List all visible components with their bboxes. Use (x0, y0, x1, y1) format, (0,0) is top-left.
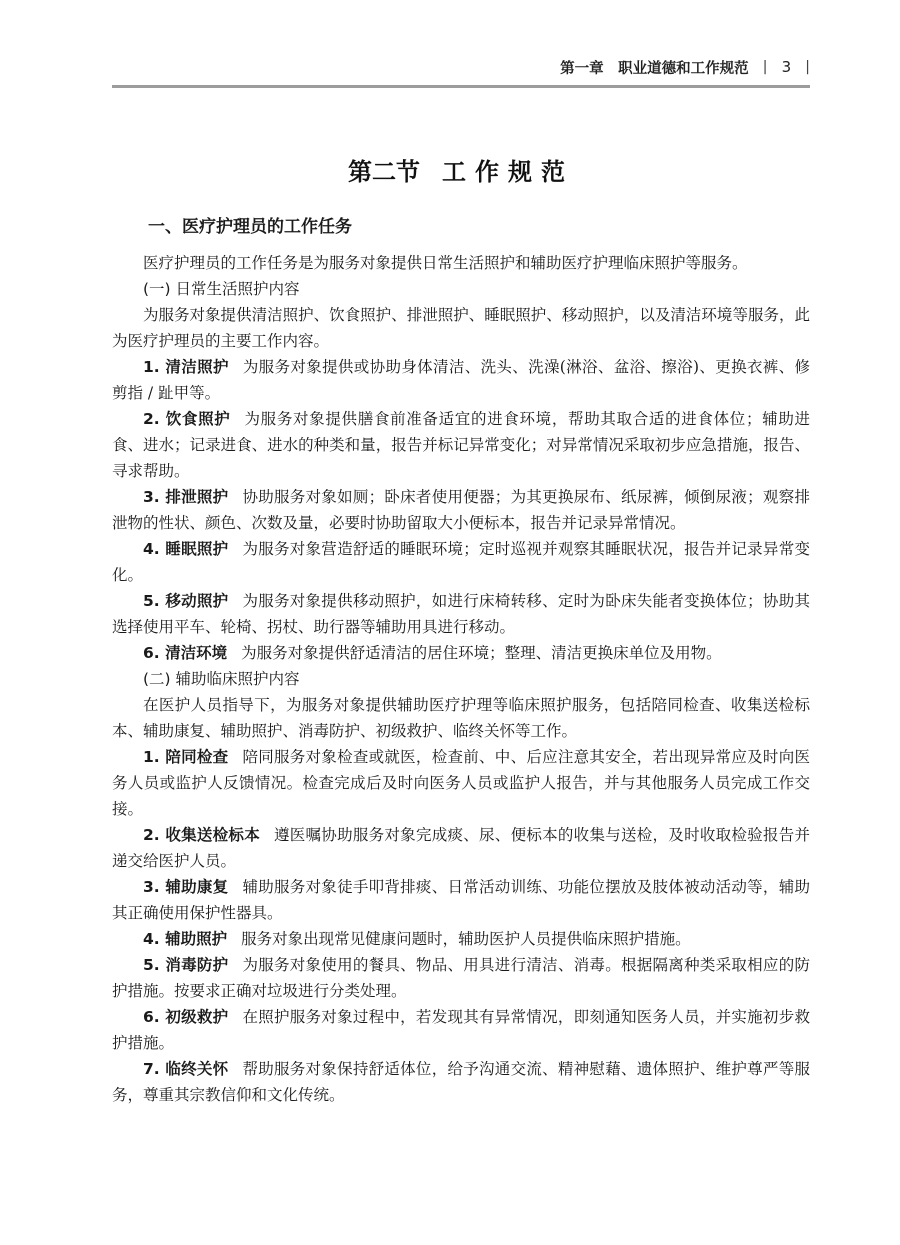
item-lead: 6. 初级救护 (143, 1008, 229, 1026)
section-label: 第二节 (348, 157, 420, 186)
chapter-title: 第一章 职业道德和工作规范 (560, 60, 749, 77)
header-separator: | (762, 59, 768, 75)
item-text: 为服务对象提供膳食前准备适宜的进食环境，帮助其取合适的进食体位；辅助进食、进水；记录进食、进水的种类和量，报告并标记异常变化；对异常情况采取初步应急措施，报告、寻求帮助。 (112, 410, 810, 480)
list-item (112, 640, 810, 666)
item-text: 为服务对象提供舒适清洁的居住环境；整理、清洁更换床单位及用物。 (241, 644, 722, 662)
item-lead: 6. 清洁环境 (143, 644, 228, 662)
subheading-daily-care: (一) 日常生活照护内容 (143, 280, 300, 298)
list-item (112, 952, 810, 1004)
daily-care-list (112, 354, 810, 666)
item-text: 为服务对象提供移动照护，如进行床椅转移、定时为卧床失能者变换体位；协助其选择使用平车、轮椅、拐杖、助行器等辅助用具进行移动。 (112, 592, 810, 636)
item-text: 为服务对象提供或协助身体清洁、洗头、洗澡(淋浴、盆浴、擦浴)、更换衣裤、修剪指 / 趾甲等。 (112, 358, 810, 402)
list-item (112, 354, 810, 406)
item-lead: 1. 陪同检查 (143, 748, 229, 766)
list-item (112, 874, 810, 926)
item-lead: 3. 辅助康复 (143, 878, 229, 896)
page-number: 3 (781, 58, 792, 76)
item-text: 辅助服务对象徒手叩背排痰、日常活动训练、功能位摆放及肢体被动活动等，辅助其正确使用保护性器具。 (112, 878, 810, 922)
list-item (112, 406, 810, 484)
item-text: 遵医嘱协助服务对象完成痰、尿、便标本的收集与送检，及时收取检验报告并递交给医护人员。 (112, 826, 810, 870)
section-title (112, 152, 810, 187)
page-body (112, 212, 810, 1108)
item-lead: 1. 清洁照护 (143, 358, 229, 376)
clinical-care-intro: 在医护人员指导下，为服务对象提供辅助医疗护理等临床照护服务，包括陪同检查、收集送检标本、辅助康复、辅助照护、消毒防护、初级救护、临终关怀等工作。 (112, 696, 810, 740)
item-lead: 3. 排泄照护 (143, 488, 229, 506)
item-lead: 2. 收集送检标本 (143, 826, 260, 844)
list-item (112, 822, 810, 874)
item-text: 陪同服务对象检查或就医，检查前、中、后应注意其安全，若出现异常应及时向医务人员或监护人反馈情况。检查完成后及时向医务人员或监护人报告，并与其他服务人员完成工作交接。 (112, 748, 810, 818)
item-lead: 5. 移动照护 (143, 592, 229, 610)
item-lead: 4. 辅助照护 (143, 930, 228, 948)
list-item (112, 588, 810, 640)
heading-work-tasks: 一、医疗护理员的工作任务 (148, 217, 352, 237)
list-item (112, 536, 810, 588)
item-text: 帮助服务对象保持舒适体位，给予沟通交流、精神慰藉、遗体照护、维护尊严等服务，尊重其宗教信仰和文化传统。 (112, 1060, 810, 1104)
item-text: 为服务对象营造舒适的睡眠环境；定时巡视并观察其睡眠状况，报告并记录异常变化。 (112, 540, 810, 584)
section-heading: 工作规范 (442, 157, 574, 186)
item-text: 在照护服务对象过程中，若发现其有异常情况，即刻通知医务人员，并实施初步救护措施。 (112, 1008, 810, 1052)
clinical-care-list (112, 744, 810, 1108)
item-text: 服务对象出现常见健康问题时，辅助医护人员提供临床照护措施。 (241, 930, 691, 948)
item-text: 协助服务对象如厕；卧床者使用便器；为其更换尿布、纸尿裤，倾倒尿液；观察排泄物的性状、颜色、次数及量，必要时协助留取大小便标本，报告并记录异常情况。 (112, 488, 810, 532)
subheading-clinical-care: (二) 辅助临床照护内容 (143, 670, 300, 688)
running-header (112, 50, 810, 84)
list-item (112, 1056, 810, 1108)
item-lead: 4. 睡眠照护 (143, 540, 229, 558)
daily-care-intro: 为服务对象提供清洁照护、饮食照护、排泄照护、睡眠照护、移动照护，以及清洁环境等服务，此为医疗护理员的主要工作内容。 (112, 306, 810, 350)
list-item (112, 1004, 810, 1056)
list-item (112, 484, 810, 536)
list-item (112, 744, 810, 822)
item-text: 为服务对象使用的餐具、物品、用具进行清洁、消毒。根据隔离种类采取相应的防护措施。按要求正确对垃圾进行分类处理。 (112, 956, 810, 1000)
header-end-bar: | (805, 59, 810, 75)
item-lead: 2. 饮食照护 (143, 410, 231, 428)
list-item (112, 926, 810, 952)
intro-paragraph: 医疗护理员的工作任务是为服务对象提供日常生活照护和辅助医疗护理临床照护等服务。 (143, 254, 748, 272)
item-lead: 5. 消毒防护 (143, 956, 229, 974)
header-rule (112, 85, 810, 88)
item-lead: 7. 临终关怀 (143, 1060, 229, 1078)
